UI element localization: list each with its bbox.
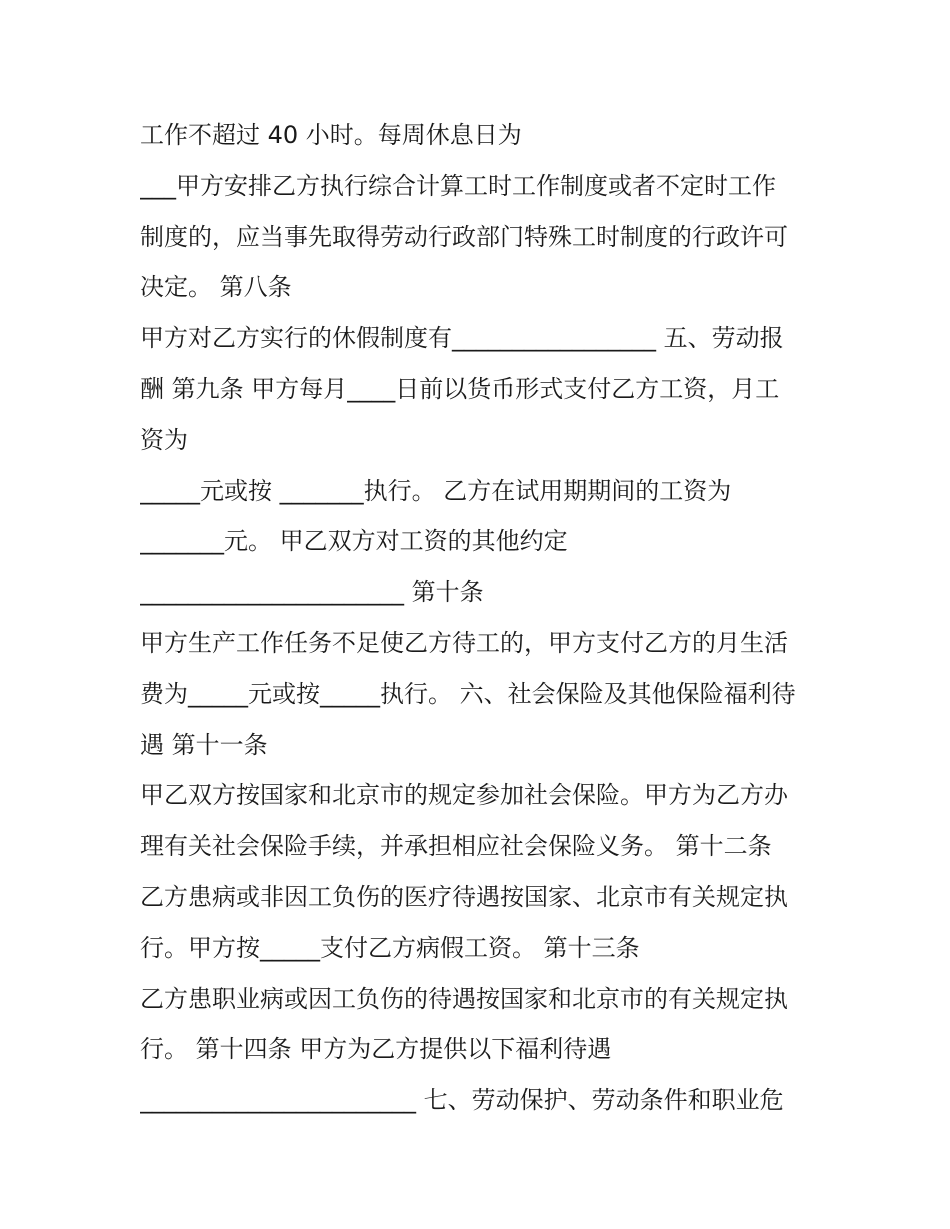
text-line: 行。甲方按_____支付乙方病假工资。 第十三条 <box>140 933 640 962</box>
text-line: _______________________ 七、劳动保护、劳动条件和职业危 <box>140 1086 784 1115</box>
text-line: 行。 第十四条 甲方为乙方提供以下福利待遇 <box>140 1035 612 1064</box>
text-line: 甲乙双方按国家和北京市的规定参加社会保险。甲方为乙方办 <box>140 781 788 810</box>
text-line: _______元。 甲乙双方对工资的其他约定 <box>140 527 568 556</box>
text-line: 资为 <box>140 425 188 454</box>
text-line: 费为_____元或按_____执行。 六、社会保险及其他保险福利待 <box>140 679 796 708</box>
text-line: 酬 第九条 甲方每月____日前以货币形式支付乙方工资，月工 <box>140 374 780 403</box>
text-line: 制度的，应当事先取得劳动行政部门特殊工时制度的行政许可 <box>140 222 788 251</box>
text-line: 工作不超过 40 小时。每周休息日为 <box>140 121 522 149</box>
text-line: ___甲方安排乙方执行综合计算工时工作制度或者不定时工作 <box>140 171 776 200</box>
text-line: 乙方患病或非因工负伤的医疗待遇按国家、北京市有关规定执 <box>140 882 788 911</box>
text-line: 理有关社会保险手续，并承担相应社会保险义务。 第十二条 <box>140 832 772 861</box>
text-line: _____元或按 _______执行。 乙方在试用期期间的工资为 <box>140 476 732 505</box>
text-line: ______________________ 第十条 <box>140 578 484 607</box>
text-line: 遇 第十一条 <box>140 730 268 759</box>
text-line: 甲方生产工作任务不足使乙方待工的，甲方支付乙方的月生活 <box>140 628 788 657</box>
document-body <box>140 110 820 1126</box>
text-line: 乙方患职业病或因工负伤的待遇按国家和北京市的有关规定执 <box>140 984 788 1013</box>
text-line: 甲方对乙方实行的休假制度有_________________ 五、劳动报 <box>140 324 784 353</box>
text-line: 决定。 第八条 <box>140 273 292 302</box>
